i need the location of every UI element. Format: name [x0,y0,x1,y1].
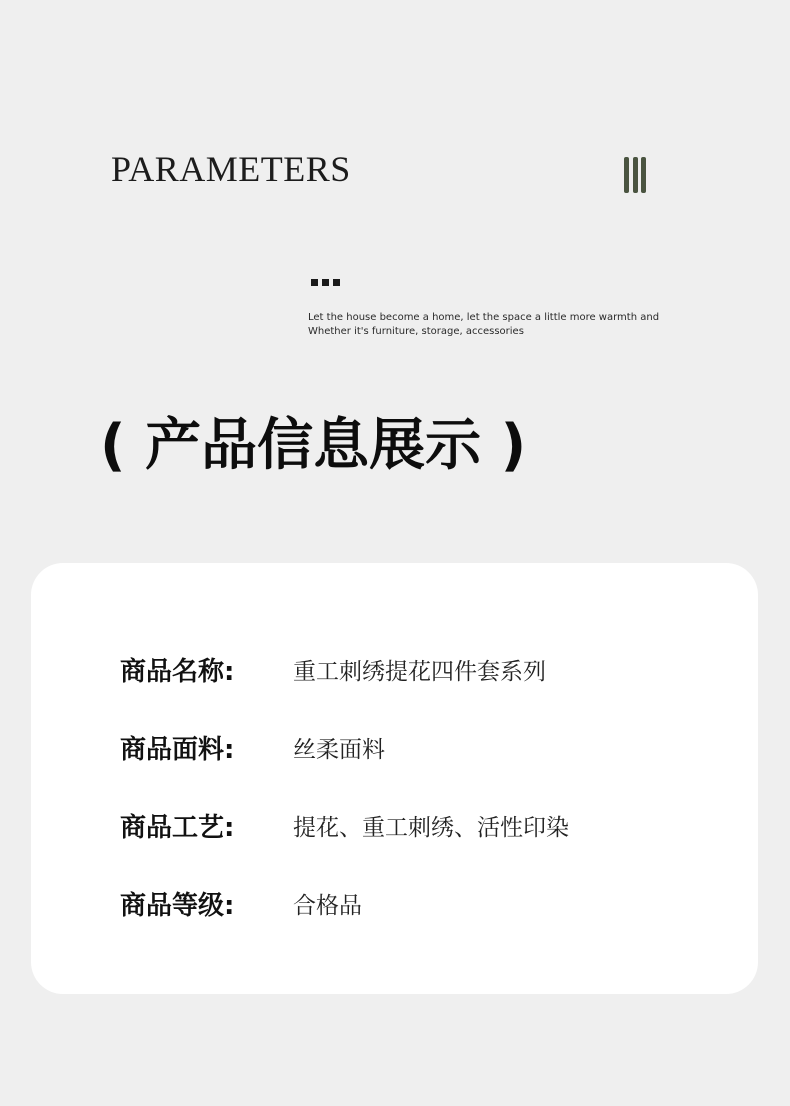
info-value: 丝柔面料 [293,736,385,763]
bar-shape [624,157,629,193]
tagline-line-2: Whether it's furniture, storage, accessories [308,326,524,337]
info-value: 合格品 [293,892,362,919]
info-row-grade [120,883,362,923]
product-info-card [31,563,758,994]
info-label: 商品工艺: [120,812,235,843]
square-shape [322,279,329,286]
info-row-craft [120,805,569,845]
info-label: 商品名称: [120,656,235,687]
square-shape [333,279,340,286]
info-value: 提花、重工刺绣、活性印染 [293,814,569,841]
tagline [308,311,659,339]
section-heading: ( 产品信息展示 ) [100,413,527,478]
three-squares-icon [311,279,340,286]
info-value: 重工刺绣提花四件套系列 [293,658,546,685]
bar-shape [641,157,646,193]
square-shape [311,279,318,286]
bar-shape [633,157,638,193]
info-label: 商品等级: [120,890,235,921]
info-label: 商品面料: [120,734,235,765]
info-row-fabric [120,727,385,767]
page-title: PARAMETERS [111,149,351,189]
tagline-line-1: Let the house become a home, let the space a little more warmth and [308,312,660,323]
info-row-name [120,649,546,689]
three-vertical-bars-icon [624,157,646,193]
